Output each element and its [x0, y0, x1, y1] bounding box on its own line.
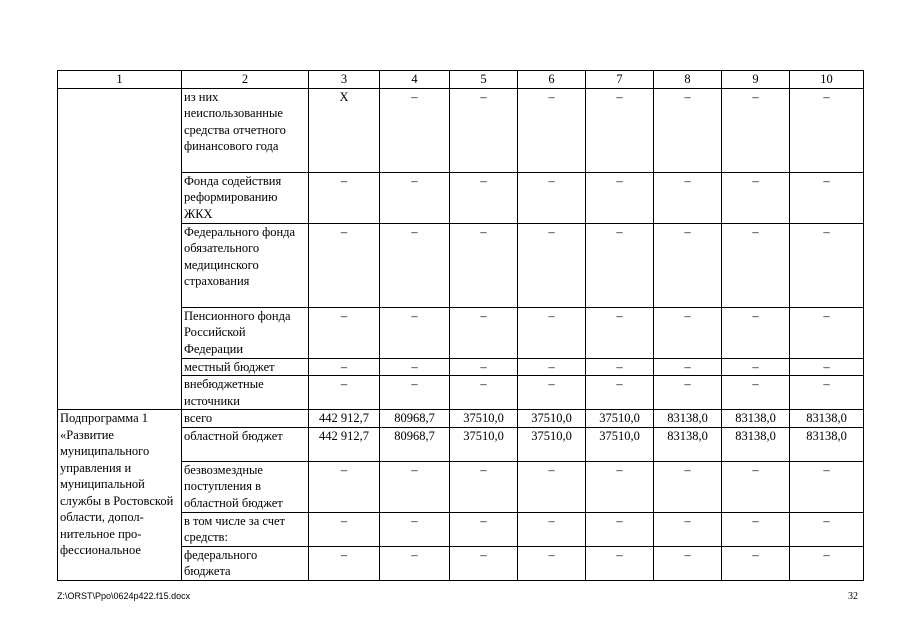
source-label: безвозмездные поступления в областной бюджет — [182, 461, 309, 512]
value-cell: – — [790, 223, 864, 307]
value-cell: – — [586, 512, 654, 546]
value-cell: 83138,0 — [722, 427, 790, 461]
value-cell: – — [450, 223, 518, 307]
source-label: всего — [182, 410, 309, 428]
header-cell: 2 — [182, 71, 309, 89]
value-cell: 37510,0 — [450, 410, 518, 428]
value-cell: – — [654, 461, 722, 512]
value-cell: 83138,0 — [654, 427, 722, 461]
value-cell: – — [586, 88, 654, 172]
header-cell: 8 — [654, 71, 722, 89]
footer-file-path: Z:\ORST\Ppo\0624p422.f15.docx — [57, 591, 191, 601]
value-cell: – — [518, 172, 586, 223]
header-row — [58, 71, 864, 89]
value-cell: – — [790, 546, 864, 580]
value-cell: – — [654, 512, 722, 546]
header-cell: 6 — [518, 71, 586, 89]
source-label: Фонда содействия реформированию ЖКХ — [182, 172, 309, 223]
value-cell: – — [790, 358, 864, 376]
table-row — [58, 410, 864, 428]
value-cell: 80968,7 — [380, 427, 450, 461]
value-cell: – — [450, 88, 518, 172]
value-cell: – — [380, 358, 450, 376]
value-cell: – — [518, 376, 586, 410]
value-cell: – — [654, 358, 722, 376]
value-cell: – — [722, 223, 790, 307]
header-cell: 1 — [58, 71, 182, 89]
value-cell: – — [654, 172, 722, 223]
value-cell: 80968,7 — [380, 410, 450, 428]
value-cell: – — [654, 546, 722, 580]
header-cell: 9 — [722, 71, 790, 89]
value-cell: – — [790, 461, 864, 512]
budget-table — [57, 70, 864, 581]
value-cell: – — [790, 307, 864, 358]
table-row — [58, 88, 864, 172]
value-cell: – — [309, 546, 380, 580]
value-cell: – — [380, 223, 450, 307]
value-cell: – — [450, 358, 518, 376]
value-cell: – — [309, 172, 380, 223]
value-cell: – — [309, 358, 380, 376]
empty-cell — [58, 88, 182, 410]
value-cell: – — [722, 376, 790, 410]
value-cell: – — [380, 512, 450, 546]
value-cell: – — [450, 461, 518, 512]
subprogram-title: Подпрограмма 1 «Развитие муниципального управления и муниципальной службы в Ростовской области, допол-нительное про-фессиональное — [58, 410, 182, 581]
value-cell: – — [586, 376, 654, 410]
source-label: Пенсионного фонда Российской Федерации — [182, 307, 309, 358]
value-cell: – — [518, 512, 586, 546]
value-cell: – — [586, 461, 654, 512]
value-cell: – — [380, 307, 450, 358]
header-cell: 3 — [309, 71, 380, 89]
value-cell: – — [654, 307, 722, 358]
value-cell: – — [654, 376, 722, 410]
value-cell: – — [586, 307, 654, 358]
value-cell: – — [518, 223, 586, 307]
value-cell: – — [309, 307, 380, 358]
value-cell: Х — [309, 88, 380, 172]
value-cell: – — [790, 88, 864, 172]
header-cell: 10 — [790, 71, 864, 89]
value-cell: 37510,0 — [518, 427, 586, 461]
source-label: областной бюджет — [182, 427, 309, 461]
value-cell: – — [309, 512, 380, 546]
value-cell: – — [450, 172, 518, 223]
value-cell: 37510,0 — [450, 427, 518, 461]
value-cell: – — [790, 512, 864, 546]
value-cell: – — [309, 223, 380, 307]
value-cell: – — [309, 376, 380, 410]
value-cell: 83138,0 — [722, 410, 790, 428]
value-cell: – — [586, 358, 654, 376]
value-cell: – — [586, 546, 654, 580]
value-cell: – — [790, 376, 864, 410]
value-cell: – — [790, 172, 864, 223]
value-cell: – — [722, 172, 790, 223]
value-cell: – — [518, 461, 586, 512]
value-cell: 83138,0 — [654, 410, 722, 428]
value-cell: – — [450, 546, 518, 580]
value-cell: – — [586, 172, 654, 223]
value-cell: 37510,0 — [586, 410, 654, 428]
value-cell: – — [722, 307, 790, 358]
value-cell: – — [722, 358, 790, 376]
value-cell: – — [450, 512, 518, 546]
value-cell: – — [380, 461, 450, 512]
source-label: внебюджетные источники — [182, 376, 309, 410]
value-cell: – — [309, 461, 380, 512]
value-cell: – — [654, 223, 722, 307]
value-cell: – — [380, 172, 450, 223]
value-cell: – — [586, 223, 654, 307]
value-cell: – — [722, 512, 790, 546]
source-label: из них неиспользованные средства отчетного финансового года — [182, 88, 309, 172]
value-cell: – — [450, 307, 518, 358]
value-cell: 83138,0 — [790, 427, 864, 461]
value-cell: – — [518, 358, 586, 376]
value-cell: – — [518, 307, 586, 358]
value-cell: – — [722, 88, 790, 172]
value-cell: – — [518, 546, 586, 580]
value-cell: – — [380, 546, 450, 580]
source-label: федерального бюджета — [182, 546, 309, 580]
value-cell: – — [450, 376, 518, 410]
header-cell: 5 — [450, 71, 518, 89]
value-cell: – — [722, 546, 790, 580]
source-label: местный бюджет — [182, 358, 309, 376]
value-cell: 442 912,7 — [309, 427, 380, 461]
value-cell: 37510,0 — [586, 427, 654, 461]
value-cell: – — [722, 461, 790, 512]
value-cell: – — [380, 376, 450, 410]
value-cell: – — [380, 88, 450, 172]
header-cell: 7 — [586, 71, 654, 89]
value-cell: 442 912,7 — [309, 410, 380, 428]
value-cell: – — [518, 88, 586, 172]
header-cell: 4 — [380, 71, 450, 89]
source-label: в том числе за счет средств: — [182, 512, 309, 546]
value-cell: – — [654, 88, 722, 172]
source-label: Федерального фонда обязательного медицинского страхования — [182, 223, 309, 307]
value-cell: 83138,0 — [790, 410, 864, 428]
footer-page-number: 32 — [848, 591, 858, 602]
value-cell: 37510,0 — [518, 410, 586, 428]
